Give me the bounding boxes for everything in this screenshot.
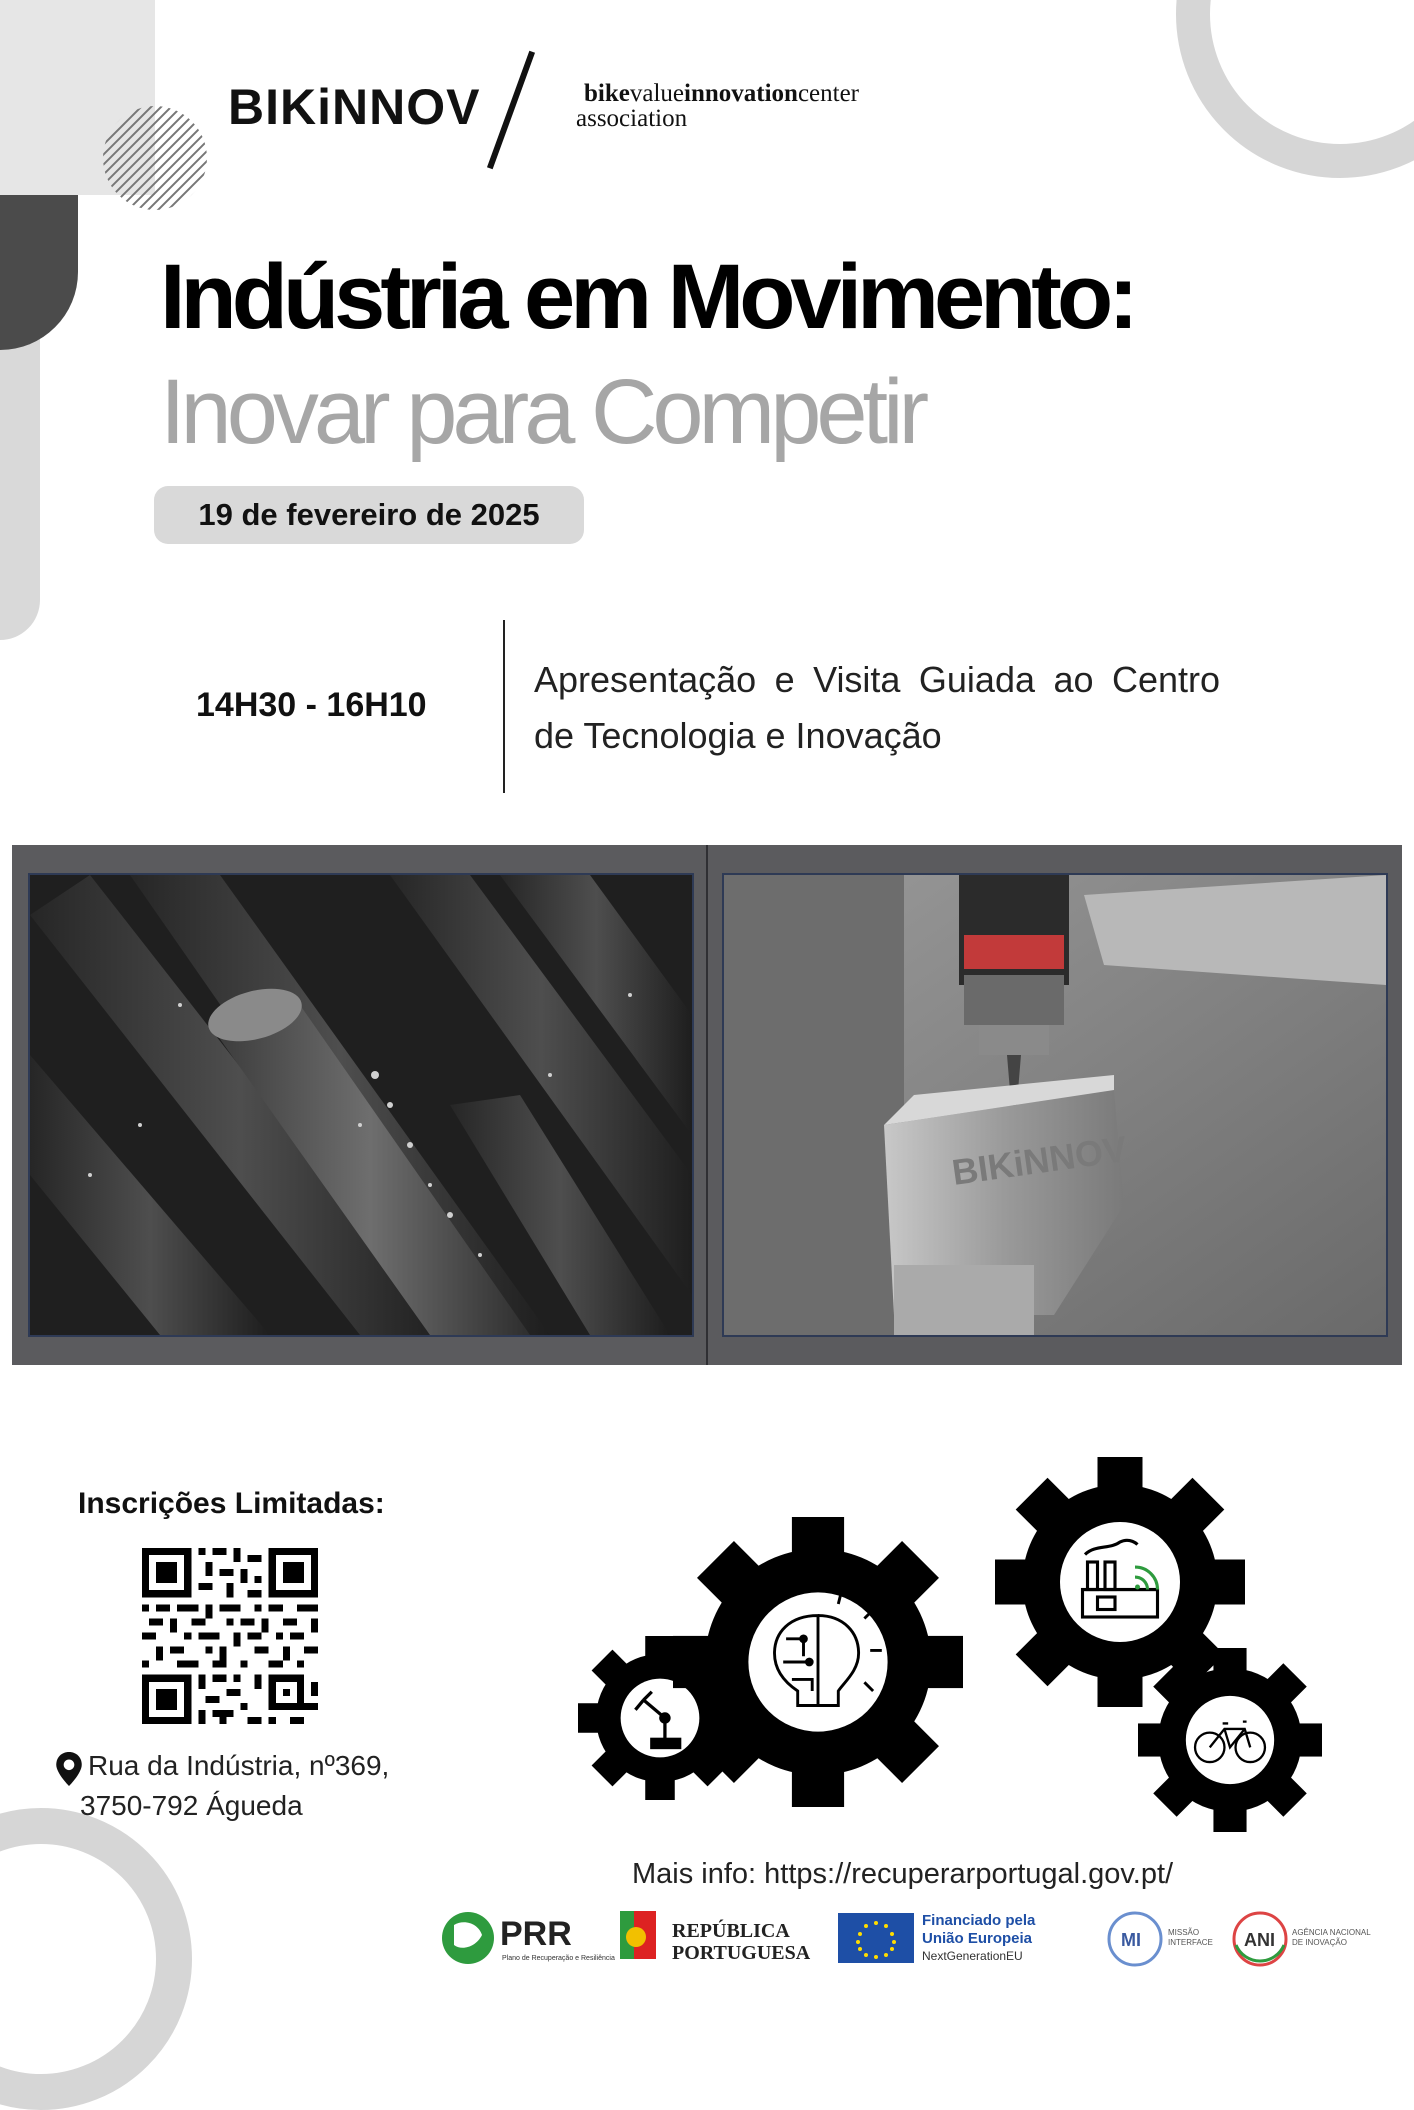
- prr-logo: [442, 1912, 615, 1964]
- eu-funding-logo: [838, 1912, 1036, 1963]
- svg-text:Plano de Recuperação e Resiliê: Plano de Recuperação e Resiliência: [502, 1955, 615, 1962]
- svg-text:AGÊNCIA NACIONAL: AGÊNCIA NACIONAL: [1292, 1928, 1371, 1937]
- microscope-fibers-photo: [28, 873, 694, 1337]
- cnc-machine-photo: [722, 873, 1388, 1337]
- brain-bulb-gear: [673, 1517, 963, 1807]
- event-date-badge: 19 de fevereiro de 2025: [154, 486, 584, 544]
- address-line-1: Rua da Indústria, nº369,: [88, 1750, 390, 1781]
- missao-interface-logo: [1109, 1913, 1213, 1965]
- svg-text:MI: MI: [1121, 1930, 1141, 1950]
- gears-illustration: [560, 1400, 1340, 1840]
- decorative-ring-bottom-left: [0, 1808, 192, 2110]
- address-line-2: 3750-792 Águeda: [80, 1790, 303, 1821]
- decorative-striped-circle: [100, 78, 210, 238]
- decorative-ring-top-right: [1176, 0, 1414, 178]
- bikinnov-logo: BIKiNNOV: [228, 79, 481, 135]
- photo-strip-separator: [706, 845, 708, 1365]
- map-pin-icon: [56, 1752, 82, 1786]
- decorative-dark-quarter: [0, 195, 78, 350]
- svg-text:DE INOVAÇÃO: DE INOVAÇÃO: [1292, 1938, 1347, 1947]
- svg-text:PORTUGUESA: PORTUGUESA: [672, 1942, 811, 1964]
- schedule-description: Apresentação e Visita Guiada ao Centro de Tecnologia e Inovação: [534, 659, 1220, 756]
- svg-text:MISSÃO: MISSÃO: [1168, 1928, 1200, 1937]
- svg-text:REPÚBLICA: REPÚBLICA: [672, 1920, 790, 1942]
- logo-tagline: bikevalueinnovationcenter: [584, 80, 859, 107]
- logo-divider-slash: [487, 51, 535, 170]
- ani-logo: [1234, 1913, 1371, 1965]
- svg-text:Financiado pela: Financiado pela: [922, 1912, 1036, 1929]
- registration-label: Inscrições Limitadas:: [78, 1487, 385, 1520]
- engraved-logo-text: BIKiNNOV: [949, 1127, 1130, 1193]
- svg-text:PRR: PRR: [500, 1915, 572, 1953]
- factory-gear: [995, 1457, 1245, 1707]
- schedule-time: 14H30 - 16H10: [196, 686, 427, 724]
- svg-text:INTERFACE: INTERFACE: [1168, 1938, 1213, 1947]
- event-title: Indústria em Movimento:: [160, 246, 1134, 348]
- more-info-link[interactable]: Mais info: https://recuperarportugal.gov.pt/: [632, 1858, 1174, 1890]
- qr-code-icon[interactable]: [142, 1548, 318, 1724]
- republica-portuguesa-logo: [620, 1911, 811, 1964]
- svg-text:NextGenerationEU: NextGenerationEU: [922, 1949, 1023, 1963]
- schedule-divider: [503, 620, 505, 793]
- bicycle-gear: [1138, 1648, 1322, 1832]
- svg-text:União Europeia: União Europeia: [922, 1930, 1033, 1947]
- svg-text:ANI: ANI: [1244, 1930, 1275, 1950]
- event-subtitle: Inovar para Competir: [160, 361, 925, 463]
- logo-tagline-association: association: [576, 105, 688, 132]
- funding-partners-bar: [440, 1905, 1400, 1971]
